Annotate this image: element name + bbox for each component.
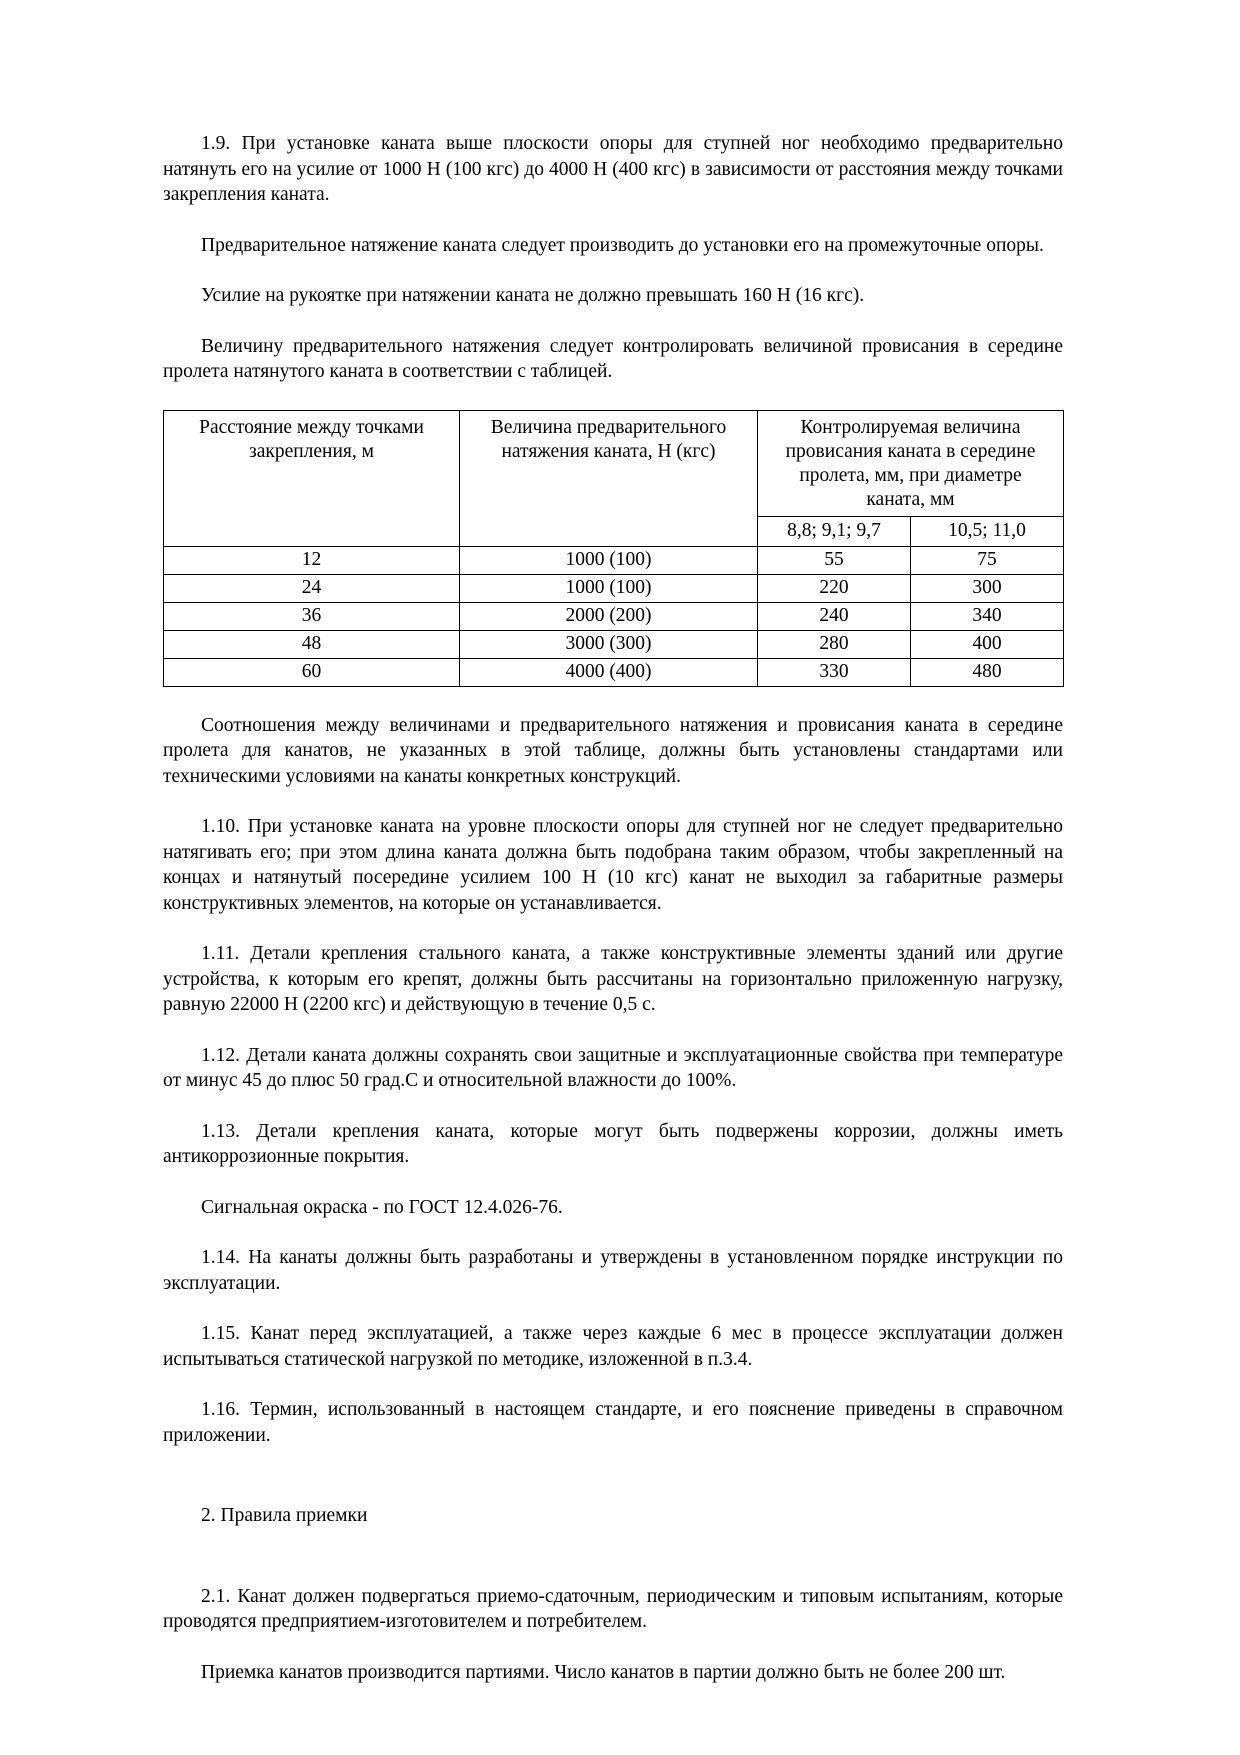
paragraph-ratios: Соотношения между величинами и предварительного натяжения и провисания каната в середине пролета для канатов, не указанных в этой таблице, должны быть установлены стандартами или техническими условиями на канаты конкретных конструкций. bbox=[163, 714, 1063, 787]
paragraph-1-15: 1.15. Канат перед эксплуатацией, а также через каждые 6 мес в процессе эксплуатации должен испытываться статической нагрузкой по методике, изложенной в п.3.4. bbox=[163, 1323, 1063, 1370]
cell-sag-small: 220 bbox=[758, 574, 911, 602]
table-row bbox=[164, 574, 1064, 602]
cell-sag-small: 240 bbox=[758, 602, 911, 630]
cell-sag-small: 55 bbox=[758, 546, 911, 574]
table-header-row bbox=[164, 410, 1064, 516]
paragraph-signal-color: Сигнальная окраска - по ГОСТ 12.4.026-76. bbox=[201, 1196, 563, 1218]
cell-sag-large: 340 bbox=[911, 602, 1064, 630]
cell-distance: 24 bbox=[164, 574, 460, 602]
table-row bbox=[164, 630, 1064, 658]
table-subheader-diameter-large: 10,5; 11,0 bbox=[911, 516, 1064, 546]
paragraph-handle-force: Усилие на рукоятке при натяжении каната не должно превышать 160 Н (16 кгс). bbox=[201, 285, 865, 306]
cell-sag-small: 330 bbox=[758, 658, 911, 686]
tension-sag-table bbox=[163, 410, 1064, 687]
paragraph-1-11: 1.11. Детали крепления стального каната, а также конструктивные элементы зданий или другие устройства, к которым его крепят, должны быть рассчитаны на горизонтально приложенную нагрузку, равную 22000 Н (2200 кгс) и действующую в течение 0,5 с. bbox=[163, 943, 1063, 1015]
table-header-distance: Расстояние между точками закрепления, м bbox=[164, 410, 460, 546]
cell-distance: 48 bbox=[164, 630, 460, 658]
cell-distance: 36 bbox=[164, 602, 460, 630]
paragraph-1-13: 1.13. Детали крепления каната, которые могут быть подвержены коррозии, должны иметь антикоррозионные покрытия. bbox=[163, 1120, 1063, 1167]
cell-tension: 4000 (400) bbox=[460, 658, 758, 686]
page-content bbox=[163, 131, 1063, 1685]
table-row bbox=[164, 658, 1064, 686]
paragraph-1-10: 1.10. При установке каната на уровне плоскости опоры для ступней ног не следует предварительно натягивать его; при этом длина каната должна быть подобрана таким образом, чтобы закрепленный на концах и натянутый посередине усилием 100 Н (10 кгс) канат не выходил за габаритные размеры конструктивных элементов, на которые он устанавливается. bbox=[163, 816, 1063, 914]
cell-sag-large: 480 bbox=[911, 658, 1064, 686]
cell-tension: 1000 (100) bbox=[460, 546, 758, 574]
cell-tension: 2000 (200) bbox=[460, 602, 758, 630]
table-subheader-diameter-small: 8,8; 9,1; 9,7 bbox=[758, 516, 911, 546]
paragraph-2-1: 2.1. Канат должен подвергаться приемо-сдаточным, периодическим и типовым испытаниям, которые проводятся предприятием-изготовителем и потребителем. bbox=[163, 1585, 1063, 1632]
cell-sag-large: 75 bbox=[911, 546, 1064, 574]
cell-sag-small: 280 bbox=[758, 630, 911, 658]
cell-distance: 60 bbox=[164, 658, 460, 686]
paragraph-1-16: 1.16. Термин, использованный в настоящем стандарте, и его пояснение приведены в справочном приложении. bbox=[163, 1399, 1063, 1446]
paragraph-pre-tension: Предварительное натяжение каната следует производить до установки его на промежуточные опоры. bbox=[201, 234, 1044, 256]
table-row bbox=[164, 546, 1064, 574]
cell-tension: 3000 (300) bbox=[460, 630, 758, 658]
paragraph-1-12: 1.12. Детали каната должны сохранять свои защитные и эксплуатационные свойства при температуре от минус 45 до плюс 50 град.С и относительной влажности до 100%. bbox=[163, 1044, 1063, 1091]
cell-sag-large: 300 bbox=[911, 574, 1064, 602]
section-spacer-after-heading bbox=[163, 1554, 1063, 1584]
table-row bbox=[164, 602, 1064, 630]
cell-sag-large: 400 bbox=[911, 630, 1064, 658]
table-header-tension: Величина предварительного натяжения каната, Н (кгс) bbox=[460, 410, 758, 546]
table-header-sag-group: Контролируемая величина провисания каната в середине пролета, мм, при диаметре каната, мм bbox=[758, 410, 1064, 516]
paragraph-acceptance-lots: Приемка канатов производится партиями. Число канатов в партии должно быть не более 200 шт. bbox=[201, 1661, 1006, 1683]
section-heading-2: 2. Правила приемки bbox=[201, 1505, 368, 1526]
cell-tension: 1000 (100) bbox=[460, 574, 758, 602]
paragraph-control-sag: Величину предварительного натяжения следует контролировать величиной провисания в середине пролета натянутого каната в соответствии с таблицей. bbox=[163, 335, 1063, 382]
cell-distance: 12 bbox=[164, 546, 460, 574]
paragraph-1-9: 1.9. При установке каната выше плоскости опоры для ступней ног необходимо предварительно натянуть его на усилие от 1000 Н (100 кгс) до 4000 Н (400 кгс) в зависимости от расстояния между точками закрепления каната. bbox=[163, 133, 1063, 205]
paragraph-1-14: 1.14. На канаты должны быть разработаны и утверждены в установленном порядке инструкции по эксплуатации. bbox=[163, 1247, 1063, 1294]
section-spacer bbox=[163, 1473, 1063, 1503]
